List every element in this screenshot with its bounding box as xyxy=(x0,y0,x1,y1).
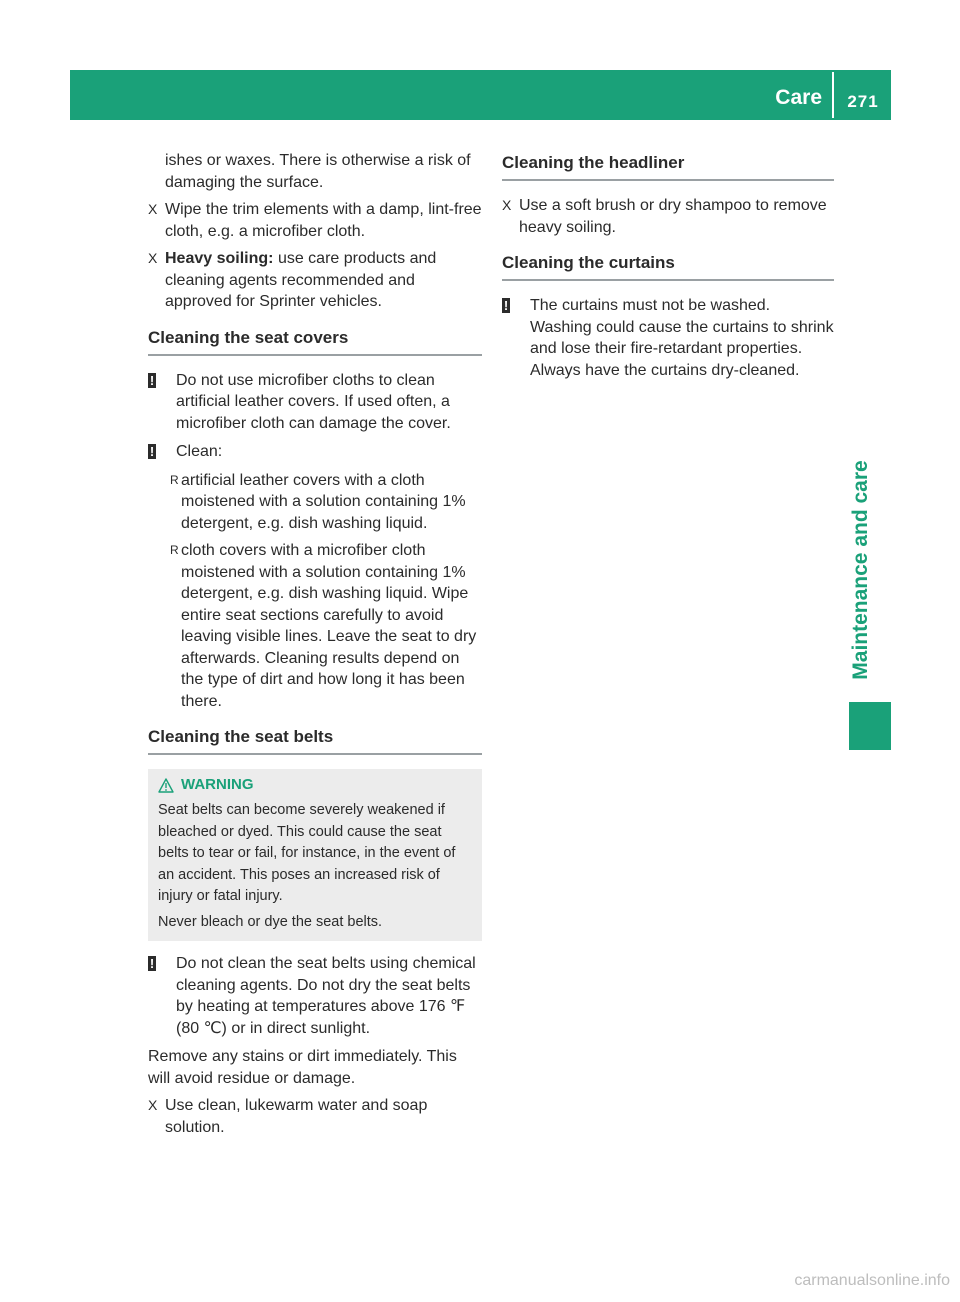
step-arrow-icon: X xyxy=(148,250,158,266)
list-item xyxy=(148,470,482,535)
caution-icon: ! xyxy=(149,444,155,459)
step-bold-label: Heavy soiling: xyxy=(165,250,274,267)
note-text: Clean: xyxy=(176,443,223,460)
footer-watermark: carmanualsonline.info xyxy=(794,1272,950,1289)
side-tab-label: Maintenance and care xyxy=(849,460,872,680)
step-soft-brush xyxy=(502,195,834,238)
caution-icon: ! xyxy=(149,956,155,971)
note-text: Do not use microfiber cloths to clean artificial leather covers. If used often, a microfiber cloth can damage the cover. xyxy=(176,371,451,432)
note-clean xyxy=(148,441,482,463)
warning-box xyxy=(148,769,482,941)
intro-text: ishes or waxes. There is otherwise a risk of damaging the surface. xyxy=(165,152,471,191)
stains-text: Remove any stains or dirt immediately. This will avoid residue or damage. xyxy=(148,1048,457,1087)
step-text: Wipe the trim elements with a damp, lint-free cloth, e.g. a microfiber cloth. xyxy=(165,201,482,240)
step-heavy-soiling xyxy=(148,248,482,313)
note-chemical xyxy=(148,953,482,1039)
heading-headliner: Cleaning the headliner xyxy=(502,152,834,181)
list-item-text: artificial leather covers with a cloth moistened with a solution containing 1% detergent, e.g. dish washing liquid. xyxy=(181,471,466,532)
caution-icon: ! xyxy=(503,298,509,313)
list-item-text: cloth covers with a microfiber cloth moistened with a solution containing 1% detergent, e.g. dish washing liquid. Wipe entire seat sections carefully to avoid leaving visible lines. Leave the seat to dry afterwards. Cleaning results depend on the type of dirt and how long it has been there. xyxy=(181,542,477,710)
header-separator xyxy=(832,72,834,118)
warning-text: Seat belts can become severely weakened if bleached or dyed. This could cause the seat belts to tear or fail, for instance, in the event of an accident. This poses an increased risk of injury or fatal injury. xyxy=(158,802,456,904)
heading-curtains: Cleaning the curtains xyxy=(502,252,834,281)
step-text: use care products and cleaning agents recommended and approved for Sprinter vehicles. xyxy=(165,250,437,310)
warning-triangle-icon xyxy=(158,778,174,793)
note-text: Do not clean the seat belts using chemical cleaning agents. Do not dry the seat belts by heating at temperatures above 176 ℉ (80 ℃) or in direct sunlight. xyxy=(176,955,476,1037)
heading-seat-covers: Cleaning the seat covers xyxy=(148,327,482,356)
warning-action: Never bleach or dye the seat belts. xyxy=(158,913,383,930)
note-curtains xyxy=(502,295,834,381)
step-arrow-icon: X xyxy=(148,201,158,217)
page-number: 271 xyxy=(847,92,879,111)
heading-seat-belts: Cleaning the seat belts xyxy=(148,726,482,755)
list-item xyxy=(148,540,482,712)
step-text: Use clean, lukewarm water and soap solution. xyxy=(165,1097,428,1136)
section-title: Care xyxy=(775,86,822,109)
step-lukewarm xyxy=(148,1095,482,1138)
step-arrow-icon: X xyxy=(148,1097,158,1113)
right-column xyxy=(502,150,834,388)
warning-header xyxy=(158,775,474,795)
step-arrow-icon: X xyxy=(502,197,512,213)
step-text: Use a soft brush or dry shampoo to remove heavy soiling. xyxy=(519,197,827,236)
warning-title: WARNING xyxy=(181,776,254,793)
bullet-icon: R xyxy=(170,543,179,557)
left-column xyxy=(148,150,482,1144)
bullet-icon: R xyxy=(170,472,179,487)
side-tab-marker xyxy=(849,702,891,750)
note-text: The curtains must not be washed. Washing could cause the curtains to shrink and lose their fire-retardant properties. Always have the curtains dry-cleaned. xyxy=(530,297,834,379)
note-microfiber xyxy=(148,370,482,435)
step-wipe-trim xyxy=(148,199,482,242)
caution-icon: ! xyxy=(149,372,155,388)
side-tab[interactable] xyxy=(849,440,873,700)
